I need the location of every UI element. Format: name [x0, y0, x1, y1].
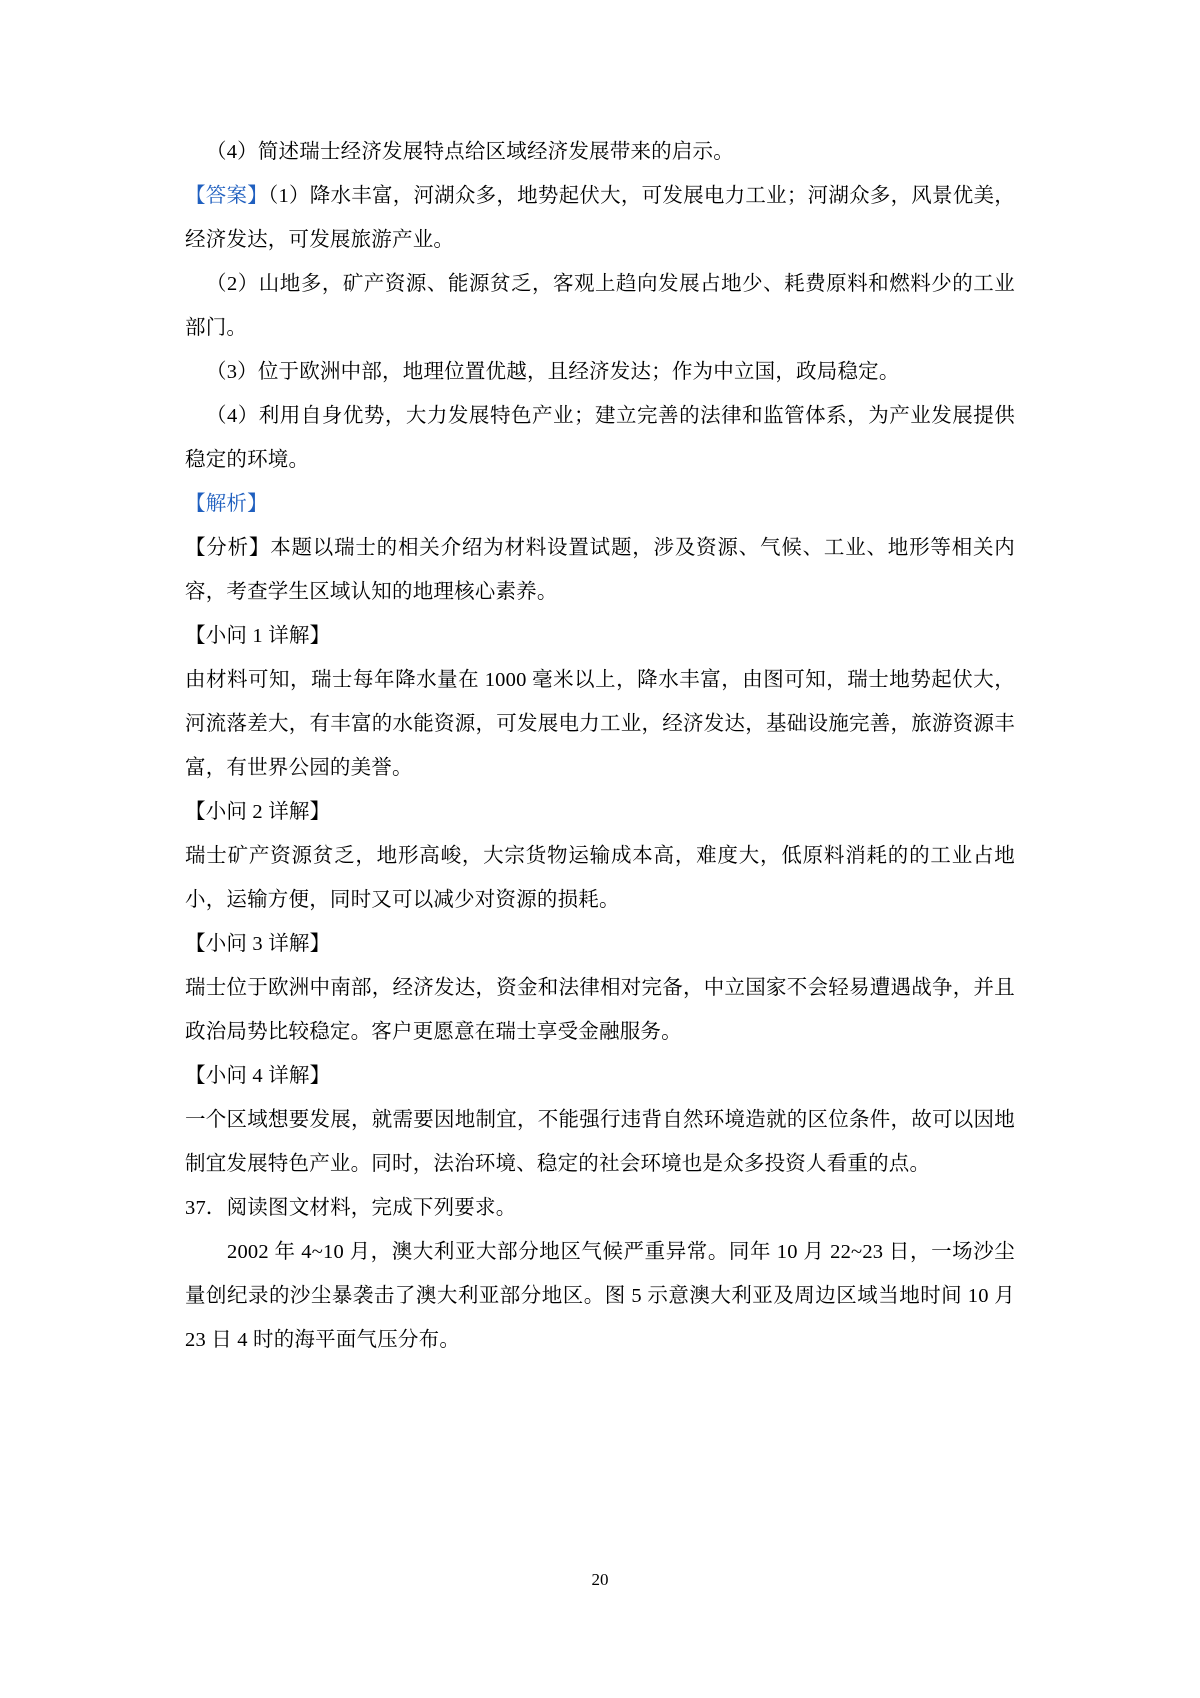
- sub-question-4-text: 一个区域想要发展，就需要因地制宜，不能强行违背自然环境造就的区位条件，故可以因地制宜发展特色产业。同时，法治环境、稳定的社会环境也是众多投资人看重的点。: [185, 1109, 1015, 1175]
- sub-question-2-text: 瑞士矿产资源贫乏，地形高峻，大宗货物运输成本高，难度大，低原料消耗的的工业占地小，运输方便，同时又可以减少对资源的损耗。: [185, 845, 1015, 911]
- analysis-intro: 【分析】本题以瑞士的相关介绍为材料设置试题，涉及资源、气候、工业、地形等相关内容，考查学生区域认知的地理核心素养。: [185, 537, 1015, 603]
- answer-block: [185, 174, 1015, 262]
- question-4-prompt: （4）简述瑞士经济发展特点给区域经济发展带来的启示。: [206, 141, 734, 163]
- answer-item-1: （1）降水丰富，河湖众多，地势起伏大，可发展电力工业；河湖众多，风景优美，经济发达，可发展旅游产业。: [185, 185, 1015, 251]
- page-number: 20: [591, 1570, 609, 1589]
- document-body: [185, 130, 1015, 1362]
- sub-question-1-label: 【小问 1 详解】: [185, 625, 331, 647]
- sub-question-4-label: 【小问 4 详解】: [185, 1065, 331, 1087]
- sub-question-2-label: 【小问 2 详解】: [185, 801, 331, 823]
- answer-item-3: （3）位于欧洲中部，地理位置优越，且经济发达；作为中立国，政局稳定。: [206, 361, 900, 383]
- question-37-stem: 37．阅读图文材料，完成下列要求。: [185, 1197, 517, 1219]
- sub-question-1-text: 由材料可知，瑞士每年降水量在 1000 毫米以上，降水丰富，由图可知，瑞士地势起伏大，河流落差大，有丰富的水能资源，可发展电力工业，经济发达，基础设施完善，旅游资源丰富，有世界公园的美誉。: [185, 669, 1015, 779]
- sub-question-3-label: 【小问 3 详解】: [185, 933, 331, 955]
- answer-item-2: （2）山地多，矿产资源、能源贫乏，客观上趋向发展占地少、耗费原料和燃料少的工业部门。: [185, 273, 1015, 339]
- answer-item-4: （4）利用自身优势，大力发展特色产业；建立完善的法律和监管体系，为产业发展提供稳定的环境。: [185, 405, 1015, 471]
- analysis-tag: 【解析】: [185, 493, 268, 515]
- sub-question-3-text: 瑞士位于欧洲中南部，经济发达，资金和法律相对完备，中立国家不会轻易遭遇战争，并且政治局势比较稳定。客户更愿意在瑞士享受金融服务。: [185, 977, 1015, 1043]
- answer-tag: 【答案】: [185, 185, 268, 207]
- question-37-material: 2002 年 4~10 月，澳大利亚大部分地区气候严重异常。同年 10 月 22~23 日，一场沙尘量创纪录的沙尘暴袭击了澳大利亚部分地区。图 5 示意澳大利亚及周边区域当地时间 10 月 23 日 4 时的海平面气压分布。: [185, 1241, 1015, 1351]
